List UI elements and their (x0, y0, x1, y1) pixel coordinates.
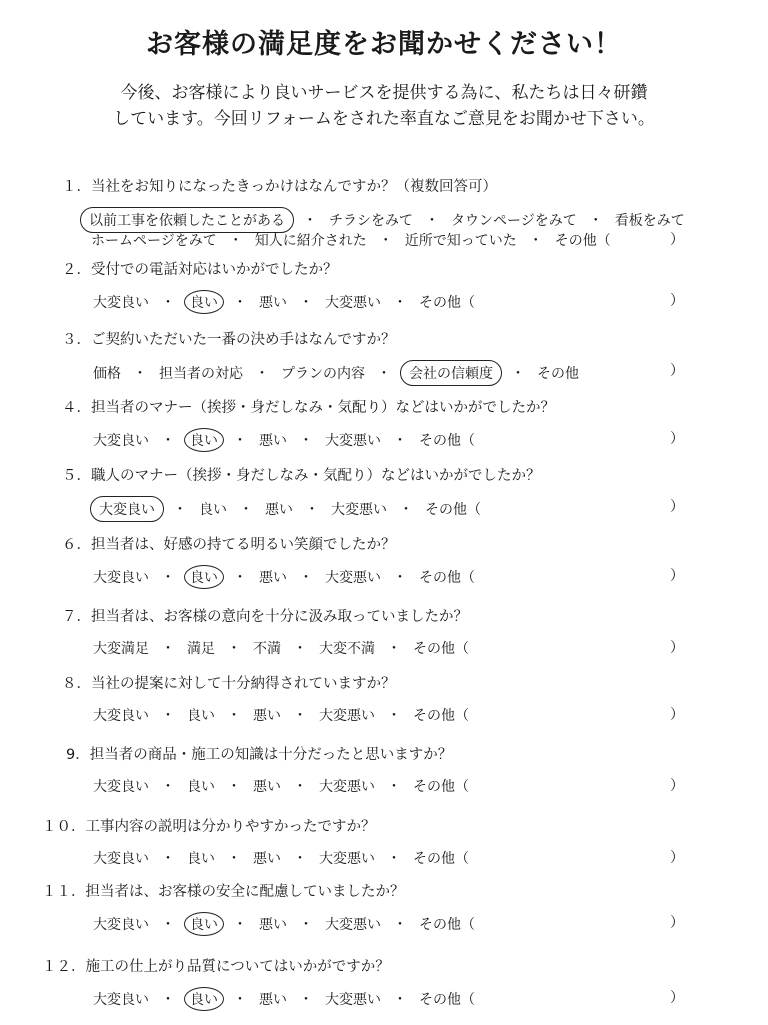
separator: ・ (161, 641, 175, 657)
separator: ・ (399, 502, 413, 518)
option: 大変良い (93, 851, 149, 867)
options-row-1: 以前工事を依頼したことがある ・ チラシをみて ・ タウンページをみて ・ 看板をみて (80, 207, 688, 233)
options-row (90, 637, 472, 659)
option: 大変良い (93, 992, 149, 1008)
separator: ・ (173, 502, 187, 518)
question-12 (0, 955, 768, 1025)
question-text: ８．当社の提案に対して十分納得されていますか？ (62, 676, 396, 692)
option: 悪い (259, 992, 287, 1008)
separator: ・ (299, 917, 313, 933)
option: その他（ (419, 570, 475, 586)
option: 大変悪い (319, 708, 375, 724)
separator: ・ (227, 641, 241, 657)
question-9 (0, 743, 768, 813)
separator: ・ (393, 992, 407, 1008)
option: その他（ (419, 992, 475, 1008)
separator: ・ (293, 641, 307, 657)
option: 大変悪い (325, 433, 381, 449)
option: 大変悪い (325, 917, 381, 933)
separator: ・ (255, 366, 269, 382)
question-text: ４．担当者のマナー（挨拶・身だしなみ・気配り）などはいかがでしたか？ (62, 400, 555, 416)
separator: ・ (293, 779, 307, 795)
separator: ・ (293, 708, 307, 724)
separator: ・ (393, 570, 407, 586)
question-text: ３．ご契約いただいた一番の決め手はなんですか？ (62, 332, 396, 348)
separator: ・ (227, 779, 241, 795)
option: 大変良い (93, 295, 149, 311)
question-text: ７．担当者は、お客様の意向を十分に汲み取っていましたか？ (62, 609, 468, 625)
separator: ・ (161, 570, 175, 586)
separator: ・ (387, 708, 401, 724)
options-row (90, 704, 472, 726)
option: チラシをみて (329, 213, 413, 229)
close-paren: ） (670, 431, 684, 447)
option: その他 (537, 366, 579, 382)
option: その他（ (413, 641, 469, 657)
option: 大変不満 (319, 641, 375, 657)
option-circled: 大変良い (90, 496, 164, 522)
close-paren: ） (670, 499, 684, 515)
option-circled: 良い (184, 428, 224, 452)
separator: ・ (299, 433, 313, 449)
question-1 (0, 175, 768, 249)
question-4 (0, 396, 768, 466)
option: 悪い (265, 502, 293, 518)
separator: ・ (393, 917, 407, 933)
option: 大変悪い (331, 502, 387, 518)
intro-line-2: しています。今回リフォームをされた率直なご意見をお聞かせ下さい。 (113, 109, 655, 129)
separator: ・ (233, 433, 247, 449)
option-circled: 以前工事を依頼したことがある (80, 207, 294, 233)
question-text: 9．担当者の商品・施工の知識は十分だったと思いますか？ (66, 747, 453, 763)
separator: ・ (393, 295, 407, 311)
option: 悪い (259, 433, 287, 449)
question-10 (0, 815, 768, 885)
separator: ・ (377, 366, 391, 382)
separator: ・ (161, 433, 175, 449)
question-5 (0, 464, 768, 534)
separator: ・ (233, 992, 247, 1008)
question-6 (0, 533, 768, 603)
option: ホームページをみて (91, 233, 217, 249)
option: その他（ (419, 433, 475, 449)
close-paren: ） (670, 232, 684, 248)
options-row (90, 912, 478, 936)
question-11 (0, 880, 768, 950)
options-row (90, 428, 478, 452)
option: 大変良い (93, 570, 149, 586)
option: 悪い (253, 708, 281, 724)
option-circled: 良い (184, 565, 224, 589)
close-paren: ） (670, 850, 684, 866)
close-paren: ） (670, 293, 684, 309)
option-circled: 良い (184, 912, 224, 936)
option: 大変満足 (93, 641, 149, 657)
options-row (90, 290, 478, 314)
option: 大変悪い (319, 779, 375, 795)
options-row (90, 987, 478, 1011)
option: 大変良い (93, 917, 149, 933)
option-circled: 会社の信頼度 (400, 360, 502, 386)
option: 大変悪い (319, 851, 375, 867)
question-text: １１．担当者は、お客様の安全に配慮していましたか？ (42, 884, 405, 900)
option: 悪い (253, 779, 281, 795)
question-2 (0, 258, 768, 328)
question-text: １２．施工の仕上がり品質についてはいかがですか？ (42, 959, 390, 975)
question-text: ２．受付での電話対応はいかがでしたか？ (62, 262, 338, 278)
option: 悪い (259, 570, 287, 586)
separator: ・ (299, 992, 313, 1008)
close-paren: ） (670, 990, 684, 1006)
separator: ・ (387, 779, 401, 795)
separator: ・ (233, 295, 247, 311)
separator: ・ (299, 570, 313, 586)
option: タウンページをみて (451, 213, 577, 229)
option: 悪い (253, 851, 281, 867)
options-row (90, 775, 472, 797)
separator: ・ (161, 851, 175, 867)
option: 担当者の対応 (159, 366, 243, 382)
intro-line-1: 今後、お客様により良いサービスを提供する為に、私たちは日々研鑽 (120, 83, 648, 103)
close-paren: ） (670, 778, 684, 794)
option: 大変良い (93, 779, 149, 795)
option: 知人に紹介された (254, 233, 367, 249)
page-title: お客様の満足度をお聞かせください！ (146, 29, 622, 60)
separator: ・ (393, 433, 407, 449)
separator: ・ (387, 641, 401, 657)
option: 大変悪い (325, 570, 381, 586)
question-text: ６．担当者は、好感の持てる明るい笑顔でしたか？ (62, 537, 396, 553)
option: 良い (187, 779, 215, 795)
options-row (90, 496, 484, 522)
option: 不満 (253, 641, 281, 657)
separator: ・ (161, 295, 175, 311)
separator: ・ (299, 295, 313, 311)
separator: ・ (161, 917, 175, 933)
option-circled: 良い (184, 290, 224, 314)
option: その他（ (425, 502, 481, 518)
option: その他（ (554, 233, 611, 249)
separator: ・ (293, 851, 307, 867)
option: 良い (187, 708, 215, 724)
option: 大変良い (93, 433, 149, 449)
options-row (90, 565, 478, 589)
separator: ・ (305, 502, 319, 518)
option: その他（ (419, 917, 475, 933)
separator: ・ (133, 366, 147, 382)
separator: ・ (511, 366, 525, 382)
close-paren: ） (670, 568, 684, 584)
option: 近所で知っていた (404, 233, 517, 249)
option: プランの内容 (281, 366, 365, 382)
options-row (90, 360, 582, 386)
separator: ・ (227, 708, 241, 724)
option: 大変悪い (325, 295, 381, 311)
question-7 (0, 605, 768, 675)
question-8 (0, 672, 768, 742)
option: 悪い (259, 295, 287, 311)
option-circled: 良い (184, 987, 224, 1011)
question-text: １．当社をお知りになったきっかけはなんですか？（複数回答可） (62, 179, 497, 195)
option: 大変良い (93, 708, 149, 724)
option: 大変悪い (325, 992, 381, 1008)
close-paren: ） (670, 915, 684, 931)
separator: ・ (161, 992, 175, 1008)
option: その他（ (413, 779, 469, 795)
option: 満足 (187, 641, 215, 657)
question-3 (0, 328, 768, 398)
separator: ・ (387, 851, 401, 867)
question-text: ５．職人のマナー（挨拶・身だしなみ・気配り）などはいかがでしたか？ (62, 468, 541, 484)
option: 良い (187, 851, 215, 867)
option: 良い (199, 502, 227, 518)
options-row (90, 847, 472, 869)
option: その他（ (413, 708, 469, 724)
options-row-2: ホームページをみて ・ 知人に紹介された ・ 近所で知っていた ・ その他（ (88, 229, 614, 251)
separator: ・ (161, 779, 175, 795)
close-paren: ） (670, 640, 684, 656)
option: 看板をみて (614, 213, 685, 229)
close-paren: ） (670, 707, 684, 723)
separator: ・ (233, 917, 247, 933)
separator: ・ (227, 851, 241, 867)
option: その他（ (419, 295, 475, 311)
option: 悪い (259, 917, 287, 933)
close-paren: ） (670, 363, 684, 379)
option: 価格 (93, 366, 121, 382)
separator: ・ (239, 502, 253, 518)
option: その他（ (413, 851, 469, 867)
question-text: １０．工事内容の説明は分かりやすかったですか？ (42, 819, 376, 835)
separator: ・ (233, 570, 247, 586)
separator: ・ (161, 708, 175, 724)
